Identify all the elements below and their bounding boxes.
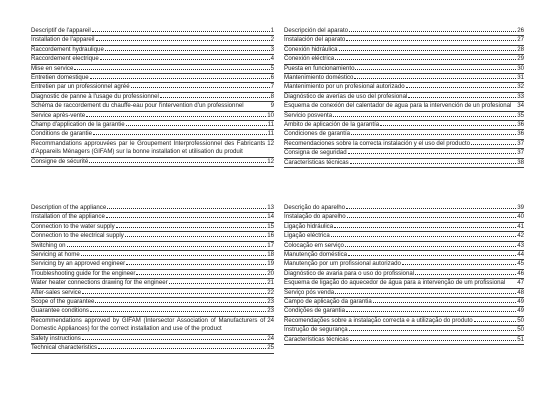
toc-entry[interactable] <box>31 298 274 307</box>
toc-entry[interactable] <box>284 204 524 213</box>
toc-block-english <box>31 204 274 354</box>
toc-entry-label: Recomendações sobre a instalação correcta e a utilização do produto <box>284 316 473 324</box>
toc-entry-label: Service après-vente <box>31 111 86 119</box>
toc-leader-dots <box>96 39 270 41</box>
toc-entry-label: Entretien domestique <box>31 74 89 82</box>
toc-leader-dots <box>92 30 270 32</box>
toc-page-number: 51 <box>517 335 524 343</box>
toc-leader-dots <box>331 235 516 237</box>
toc-entry[interactable] <box>284 112 524 121</box>
toc-entry[interactable] <box>31 112 274 121</box>
toc-page-number: 44 <box>517 251 524 259</box>
toc-block-portuguese <box>284 204 524 345</box>
toc-entry-label: Características técnicas <box>284 158 349 166</box>
toc-leader-dots <box>106 216 266 218</box>
toc-entry[interactable] <box>284 279 524 288</box>
toc-leader-dots <box>351 133 516 135</box>
toc-page-number: 9 <box>270 102 274 110</box>
toc-entry[interactable] <box>31 140 274 158</box>
toc-entry[interactable] <box>284 260 524 269</box>
toc-page-number: 30 <box>517 64 524 72</box>
toc-page-number: 38 <box>517 158 524 166</box>
toc-page-number: 15 <box>267 222 274 230</box>
toc-page-number: 19 <box>267 260 274 268</box>
toc-page-number: 25 <box>267 344 274 352</box>
toc-entry-label: Schéma de raccordement du chauffe-eau pour l'intervention d'un professionnel <box>31 102 244 110</box>
toc-entry[interactable] <box>284 93 524 102</box>
toc-entry-label: Technical characteristics <box>31 344 98 352</box>
toc-entry-label: Recomendaciones sobre la correcta instalación y el uso del producto <box>284 139 470 147</box>
toc-entry[interactable] <box>31 270 274 279</box>
toc-page-number: 18 <box>267 251 274 259</box>
toc-block-french <box>31 27 274 167</box>
toc-entry-label: Mantenimiento por un profesional autorizado <box>284 83 405 91</box>
toc-entry-label: Diagnostic de panne à l'usage du professionnel <box>31 92 159 100</box>
toc-entry-label: Serviço pós venda <box>284 288 335 296</box>
toc-leader-dots <box>125 235 266 237</box>
toc-page-number: 47 <box>517 279 524 287</box>
toc-entry-label: Connection to the water supply <box>31 222 115 230</box>
toc-entry-label: Esquema de conexión del calentador de agua para la intervención de un profesional <box>284 102 512 110</box>
toc-leader-dots <box>406 86 517 88</box>
toc-entry-label: Water heater connections drawing for the engineer <box>31 279 168 287</box>
toc-entry[interactable] <box>284 232 524 241</box>
toc-entry[interactable] <box>31 289 274 298</box>
toc-page-number: 17 <box>267 241 274 249</box>
toc-leader-dots <box>126 124 267 126</box>
toc-entry-label: Descripción del aparato <box>284 27 349 34</box>
toc-page-number: 49 <box>517 307 524 315</box>
toc-entry[interactable] <box>284 149 524 158</box>
toc-entry-label: Características técnicas <box>284 335 349 343</box>
toc-entry[interactable] <box>31 279 274 288</box>
toc-leader-dots <box>408 96 516 98</box>
toc-entry[interactable] <box>31 46 274 55</box>
toc-entry[interactable] <box>284 289 524 298</box>
toc-entry-label: Condiciones de garantía <box>284 130 351 138</box>
toc-leader-dots <box>347 216 517 218</box>
toc-entry[interactable] <box>31 307 274 316</box>
toc-entry[interactable] <box>31 260 274 269</box>
toc-leader-dots <box>415 273 516 275</box>
toc-entry-label: Consigna de seguridad <box>284 149 347 157</box>
toc-leader-dots <box>334 226 516 228</box>
toc-page-number: 28 <box>517 45 524 53</box>
toc-entry[interactable] <box>284 213 524 222</box>
toc-page-number: 6 <box>270 74 274 82</box>
toc-leader-dots <box>380 124 516 126</box>
toc-leader-dots <box>89 161 266 163</box>
toc-entry-label: Manutenção por um profissional autorizado <box>284 260 401 268</box>
toc-entry-label: Diagnóstico de averías de uso del profesional <box>284 92 408 100</box>
toc-page-number: 11 <box>267 130 274 138</box>
toc-page-number: 45 <box>517 260 524 268</box>
toc-entry-label: Raccordement electrique <box>31 55 99 63</box>
toc-entry[interactable] <box>31 93 274 102</box>
toc-entry-label: Scope of the guarantee <box>31 298 95 306</box>
toc-page-number: 23 <box>267 307 274 315</box>
toc-page-number: 39 <box>517 204 524 211</box>
toc-page-number: 4 <box>270 55 274 63</box>
toc-entry-label: Servicio posventa <box>284 111 333 119</box>
toc-page-number: 1 <box>270 27 274 34</box>
toc-leader-dots <box>350 162 517 164</box>
toc-page-number: 13 <box>267 204 274 211</box>
toc-leader-dots <box>345 245 516 247</box>
toc-entry[interactable] <box>284 326 524 335</box>
toc-entry-label: Servicing at home <box>31 251 80 259</box>
toc-entry[interactable] <box>31 335 274 344</box>
toc-page-number: 21 <box>267 279 274 287</box>
toc-page-number: 42 <box>517 232 524 240</box>
toc-entry[interactable] <box>284 298 524 307</box>
toc-page-number: 40 <box>517 213 524 221</box>
toc-page-number: 2 <box>270 36 274 44</box>
toc-entry-label: Switching on <box>31 241 66 249</box>
toc-page-number: 27 <box>517 36 524 44</box>
toc-page-number: 35 <box>517 111 524 119</box>
toc-entry-label: Entretien par un professionnel agréé <box>31 83 130 91</box>
toc-leader-dots <box>349 30 516 32</box>
toc-entry-label: Conexión eléctrica <box>284 55 335 63</box>
toc-page-number: 23 <box>267 298 274 306</box>
toc-entry[interactable] <box>284 336 524 345</box>
toc-entry-label: Ligação hidráulica <box>284 222 334 230</box>
toc-entry-label: Puesta en funcionamiento <box>284 64 355 72</box>
toc-entry[interactable] <box>31 74 274 83</box>
toc-entry[interactable] <box>31 344 274 353</box>
toc-page-number: 41 <box>517 222 524 230</box>
toc-page-number: 24 <box>267 334 274 342</box>
toc-leader-dots <box>373 301 516 303</box>
toc-page-number: 43 <box>517 241 524 249</box>
toc-entry-label: Esquema de ligação do aquecedor de água para a intervenção de um profissional <box>284 279 506 287</box>
toc-leader-dots <box>86 115 266 117</box>
toc-page-number: 12 <box>267 139 274 147</box>
toc-entry-label: Instalación del aparato <box>284 36 346 44</box>
toc-entry-label: Condições de garantia <box>284 307 345 315</box>
toc-leader-dots <box>349 329 517 331</box>
toc-entry-label: Troubleshooting guide for the engineer <box>31 269 136 277</box>
toc-leader-dots <box>105 49 270 51</box>
toc-entry[interactable] <box>284 46 524 55</box>
toc-page-number: 8 <box>270 92 274 100</box>
toc-entry[interactable] <box>284 74 524 83</box>
toc-entry-label: Descrição do aparelho <box>284 204 345 211</box>
toc-entry-label: Descriptif de l'appareil <box>31 27 91 34</box>
toc-leader-dots <box>346 207 516 209</box>
toc-entry[interactable] <box>284 251 524 260</box>
toc-leader-dots <box>100 58 270 60</box>
toc-leader-dots <box>81 254 266 256</box>
toc-page-number: 7 <box>270 83 274 91</box>
toc-leader-dots <box>136 273 266 275</box>
toc-leader-dots <box>116 226 267 228</box>
toc-leader-dots <box>335 292 516 294</box>
toc-page-number: 50 <box>517 316 524 324</box>
toc-entry[interactable] <box>284 242 524 251</box>
toc-entry-label: Raccordement hydraulique <box>31 45 104 53</box>
toc-entry-label: Installation de l'appareil <box>31 36 95 44</box>
toc-page-number: 46 <box>517 269 524 277</box>
toc-leader-dots <box>169 282 267 284</box>
toc-entry[interactable] <box>284 83 524 92</box>
toc-entry[interactable] <box>284 270 524 279</box>
toc-leader-dots <box>348 254 516 256</box>
toc-leader-dots <box>95 301 266 303</box>
toc-leader-dots <box>355 68 516 70</box>
toc-entry[interactable] <box>284 140 524 149</box>
toc-entry[interactable] <box>31 121 274 130</box>
toc-leader-dots <box>90 310 266 312</box>
toc-leader-dots <box>346 39 516 41</box>
toc-entry[interactable] <box>31 242 274 251</box>
toc-page-number: 32 <box>517 83 524 91</box>
toc-entry[interactable] <box>31 27 274 36</box>
toc-entry[interactable] <box>31 130 274 139</box>
toc-entry-label: Champ d'application de la garantie <box>31 121 125 129</box>
toc-entry-label: Ligação eléctrica <box>284 232 330 240</box>
toc-entry[interactable] <box>31 223 274 232</box>
toc-page-number: 36 <box>517 130 524 138</box>
toc-leader-dots <box>107 207 266 209</box>
toc-block-spanish <box>284 27 524 168</box>
toc-page-number: 29 <box>517 55 524 63</box>
toc-entry-label: After-sales service <box>31 288 82 296</box>
toc-entry-label: Recommandations approuvées par le Groupement Interprofessionnel des Fabricants d'Appareils Ménagers (GIFAM) sur la bonne installation et utilisation du produit <box>31 139 266 156</box>
toc-entry[interactable] <box>31 65 274 74</box>
toc-page-number: 11 <box>267 121 274 129</box>
toc-entry-label: Consigne de sécurité <box>31 157 89 165</box>
toc-entry-label: Instrução de segurança <box>284 326 348 334</box>
toc-page-number: 14 <box>267 213 274 221</box>
toc-entry[interactable] <box>284 102 524 111</box>
toc-entry[interactable] <box>284 159 524 168</box>
toc-leader-dots <box>335 58 516 60</box>
toc-leader-dots <box>339 49 517 51</box>
toc-leader-dots <box>74 68 269 70</box>
toc-entry-label: Diagnóstico de avaria para o uso do profissional <box>284 269 415 277</box>
toc-leader-dots <box>82 338 266 340</box>
toc-leader-dots <box>402 263 516 265</box>
toc-entry[interactable] <box>284 130 524 139</box>
toc-entry-label: Description of the appliance <box>31 204 107 211</box>
toc-leader-dots <box>350 339 517 341</box>
toc-entry[interactable] <box>31 83 274 92</box>
toc-leader-dots <box>348 152 517 154</box>
toc-page-number: 26 <box>517 27 524 34</box>
toc-page-number: 24 <box>267 316 274 324</box>
toc-page-number: 5 <box>270 64 274 72</box>
toc-entry[interactable] <box>31 232 274 241</box>
toc-entry[interactable] <box>284 55 524 64</box>
toc-page-number: 50 <box>517 326 524 334</box>
toc-entry[interactable] <box>31 251 274 260</box>
toc-page-number: 31 <box>517 74 524 82</box>
toc-page-number: 37 <box>517 149 524 157</box>
toc-entry[interactable] <box>284 27 524 36</box>
toc-entry-label: Installation of the appliance <box>31 213 105 221</box>
toc-entry-label: Safety instructions <box>31 334 81 342</box>
toc-leader-dots <box>160 96 270 98</box>
toc-entry-label: Manutenção doméstica <box>284 251 348 259</box>
toc-entry[interactable] <box>31 213 274 222</box>
toc-entry-label: Mantenimiento doméstico <box>284 74 354 82</box>
toc-leader-dots <box>93 133 267 135</box>
toc-leader-dots <box>131 86 270 88</box>
toc-entry-label: Recommendations approved by GIFAM (Intersector Association of Manufacturers of Domestic Appliances) for the correct installation and use of the product <box>31 316 266 333</box>
toc-leader-dots <box>67 245 267 247</box>
toc-entry-label: Instalação do aparelho <box>284 213 346 221</box>
toc-leader-dots <box>126 263 266 265</box>
toc-entry-label: Guarantee conditions <box>31 307 89 315</box>
toc-entry[interactable] <box>284 121 524 130</box>
toc-page-number: 36 <box>517 121 524 129</box>
toc-page-number: 49 <box>517 298 524 306</box>
toc-page-number: 22 <box>267 288 274 296</box>
toc-entry-label: Ámbito de aplicación de la garantía <box>284 121 380 129</box>
toc-entry-label: Colocação em serviço <box>284 241 344 249</box>
toc-entry[interactable] <box>31 102 274 111</box>
toc-entry[interactable] <box>284 223 524 232</box>
toc-leader-dots <box>98 347 266 349</box>
toc-page-number: 10 <box>267 111 274 119</box>
toc-entry-label: Servicing by an approved engineer <box>31 260 126 268</box>
toc-page-number: 12 <box>267 157 274 165</box>
toc-entry-label: Campo de aplicação da garantia <box>284 298 372 306</box>
toc-entry[interactable] <box>31 158 274 167</box>
toc-page-number: 48 <box>517 288 524 296</box>
toc-entry-label: Mise en service <box>31 64 74 72</box>
toc-entry[interactable] <box>284 65 524 74</box>
toc-page-number: 3 <box>270 45 274 53</box>
toc-leader-dots <box>474 320 517 322</box>
toc-page-number: 20 <box>267 269 274 277</box>
toc-entry[interactable] <box>31 55 274 64</box>
toc-leader-dots <box>354 77 516 79</box>
toc-leader-dots <box>333 115 516 117</box>
toc-entry[interactable] <box>31 204 274 213</box>
toc-entry-label: Conexión hidráulica <box>284 45 338 53</box>
toc-page-number: 34 <box>517 102 524 110</box>
toc-entry[interactable] <box>284 307 524 316</box>
toc-leader-dots <box>346 310 516 312</box>
toc-leader-dots <box>82 292 266 294</box>
toc-entry-label: Conditions de garantie <box>31 130 92 138</box>
toc-leader-dots <box>90 77 270 79</box>
toc-page-number: 37 <box>517 139 524 147</box>
toc-entry-label: Connection to the electrical supply <box>31 232 124 240</box>
toc-entry[interactable] <box>284 317 524 326</box>
toc-entry[interactable] <box>284 36 524 45</box>
toc-leader-dots <box>471 143 516 145</box>
toc-entry[interactable] <box>31 317 274 335</box>
toc-page-number: 16 <box>267 232 274 240</box>
toc-entry[interactable] <box>31 36 274 45</box>
toc-page-number: 33 <box>517 92 524 100</box>
